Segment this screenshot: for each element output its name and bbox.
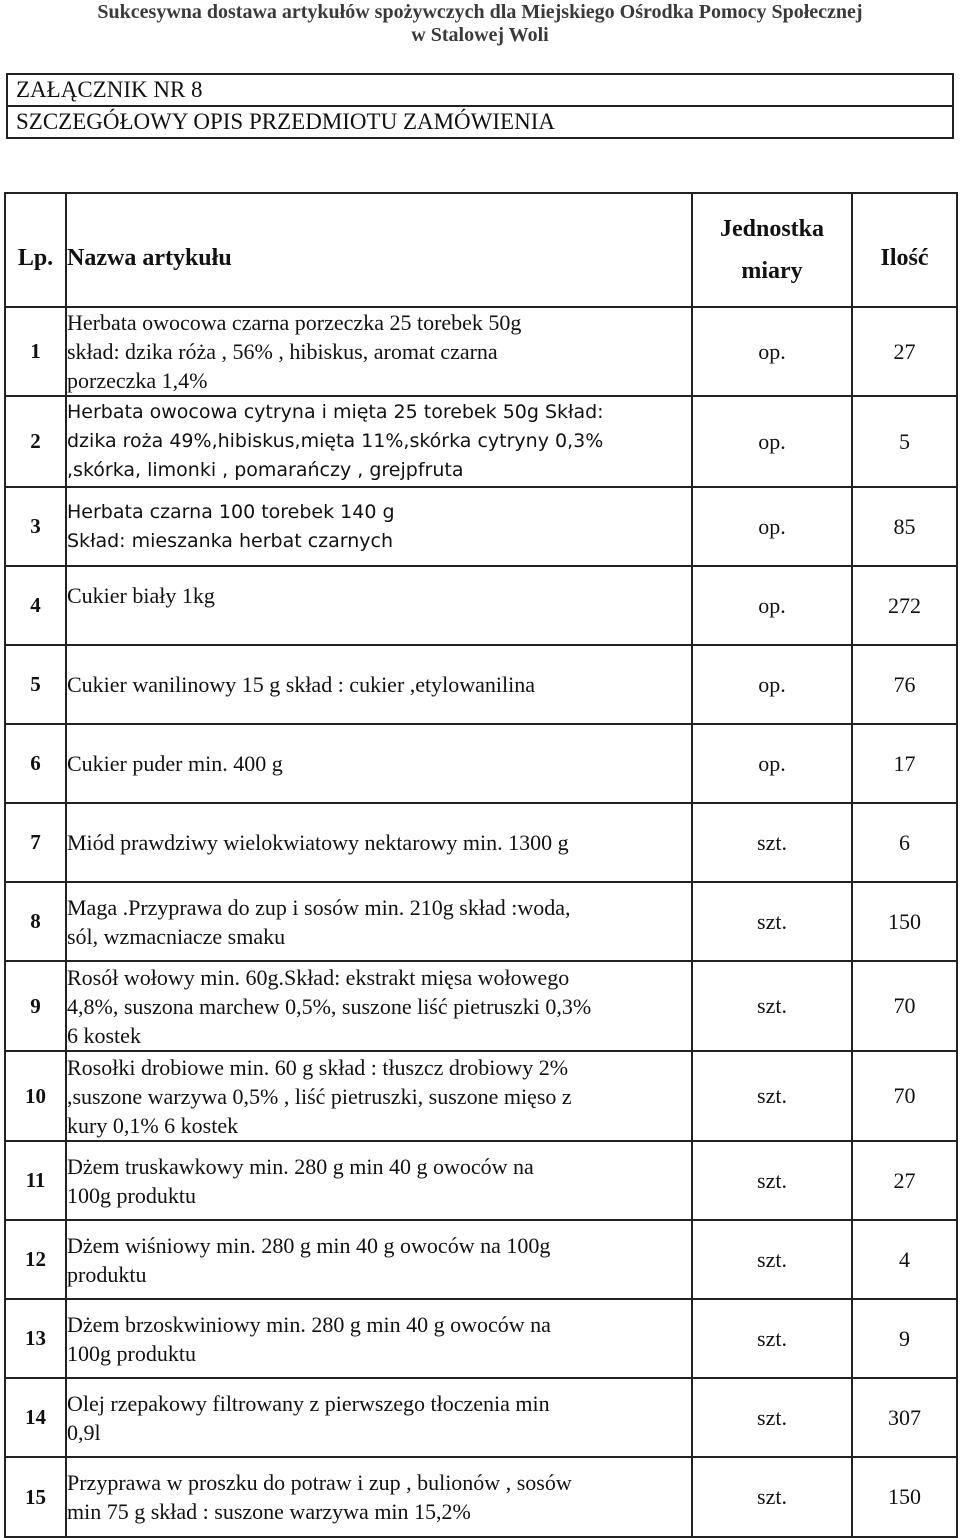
row-description (66, 307, 692, 396)
row-qty: 307 (852, 1378, 957, 1457)
desc-line: Herbata owocowa czarna porzeczka 25 torebek 50g (67, 310, 522, 335)
row-lp: 6 (5, 724, 66, 803)
row-description (66, 566, 692, 645)
desc-line: Herbata czarna 100 torebek 140 g (67, 500, 395, 523)
desc-line: Maga .Przyprawa do zup i sosów min. 210g skład :woda, (67, 894, 571, 920)
desc-line: Cukier puder min. 400 g (67, 751, 283, 776)
desc-line: 100g produktu (67, 1182, 196, 1208)
desc-line: Rosół wołowy min. 60g.Skład: ekstrakt mięsa wołowego (67, 964, 570, 990)
desc-line: kury 0,1% 6 kostek (67, 1112, 239, 1138)
row-description (66, 1299, 692, 1378)
row-qty: 70 (852, 1051, 957, 1141)
row-lp: 10 (5, 1051, 66, 1141)
col-header-unit-line2: miary (741, 258, 803, 284)
row-lp: 8 (5, 882, 66, 961)
row-lp: 15 (5, 1457, 66, 1537)
row-description (66, 396, 692, 487)
desc-line: Dżem truskawkowy min. 280 g min 40 g owoców na (67, 1153, 534, 1179)
table-row (5, 307, 957, 396)
row-description (66, 724, 692, 803)
row-unit: szt. (692, 1220, 852, 1299)
table-row (5, 1141, 957, 1220)
desc-line: sól, wzmacniacze smaku (67, 923, 286, 949)
row-lp: 1 (5, 307, 66, 396)
table-row (5, 396, 957, 487)
row-unit: szt. (692, 1141, 852, 1220)
row-unit: op. (692, 396, 852, 487)
row-description (66, 487, 692, 566)
desc-line: porzeczka 1,4% (67, 368, 208, 393)
row-lp: 9 (5, 961, 66, 1051)
row-unit: szt. (692, 1051, 852, 1141)
row-qty: 85 (852, 487, 957, 566)
row-qty: 150 (852, 882, 957, 961)
row-unit: szt. (692, 803, 852, 882)
row-unit: op. (692, 645, 852, 724)
row-description (66, 1141, 692, 1220)
row-unit: op. (692, 487, 852, 566)
row-unit: op. (692, 307, 852, 396)
row-unit: szt. (692, 1299, 852, 1378)
row-lp: 11 (5, 1141, 66, 1220)
table-row (5, 566, 957, 645)
row-qty: 27 (852, 1141, 957, 1220)
table-row (5, 961, 957, 1051)
table-header-row (5, 193, 957, 307)
header-line-1: Sukcesywna dostawa artykułów spożywczych dla Miejskiego Ośrodka Pomocy Społecznej (97, 1, 863, 23)
desc-line: Przyprawa w proszku do potraw i zup , bulionów , sosów (67, 1470, 572, 1495)
row-unit: op. (692, 724, 852, 803)
table-row (5, 803, 957, 882)
row-unit: szt. (692, 961, 852, 1051)
row-unit: op. (692, 566, 852, 645)
row-unit: szt. (692, 882, 852, 961)
table-row (5, 1457, 957, 1537)
row-description (66, 803, 692, 882)
items-table (4, 192, 958, 1538)
row-description (66, 1220, 692, 1299)
row-qty: 76 (852, 645, 957, 724)
desc-line: produktu (67, 1261, 147, 1287)
table-row (5, 882, 957, 961)
row-description (66, 1378, 692, 1457)
table-row (5, 487, 957, 566)
row-qty: 150 (852, 1457, 957, 1537)
row-lp: 12 (5, 1220, 66, 1299)
desc-line: skład: dzika róża , 56% , hibiskus, aromat czarna (67, 339, 498, 364)
table-row (5, 1051, 957, 1141)
table-row (5, 645, 957, 724)
header-line-2: w Stalowej Woli (411, 24, 549, 46)
row-qty: 27 (852, 307, 957, 396)
desc-line: Rosołki drobiowe min. 60 g skład : tłuszcz drobiowy 2% (67, 1054, 569, 1080)
desc-line: 4,8%, suszona marchew 0,5%, suszone liść pietruszki 0,3% (67, 993, 592, 1019)
desc-line: ,suszone warzywa 0,5% , liść pietruszki, suszone mięso z (67, 1083, 572, 1109)
desc-line: Cukier wanilinowy 15 g skład : cukier ,etylowanilina (67, 672, 536, 697)
row-lp: 13 (5, 1299, 66, 1378)
row-qty: 70 (852, 961, 957, 1051)
desc-line: Miód prawdziwy wielokwiatowy nektarowy min. 1300 g (67, 830, 569, 855)
desc-line: 6 kostek (67, 1022, 141, 1048)
row-description (66, 645, 692, 724)
row-description (66, 1051, 692, 1141)
desc-line: Herbata owocowa cytryna i mięta 25 torebek 50g Skład: (67, 401, 604, 423)
row-lp: 5 (5, 645, 66, 724)
desc-line: Dżem wiśniowy min. 280 g min 40 g owoców na 100g (67, 1232, 551, 1258)
row-description (66, 882, 692, 961)
col-header-lp: Lp. (5, 193, 66, 307)
table-row (5, 1220, 957, 1299)
desc-line: dzika roża 49%,hibiskus,mięta 11%,skórka cytryny 0,3% (67, 430, 604, 452)
desc-line: Skład: mieszanka herbat czarnych (67, 529, 394, 552)
row-lp: 14 (5, 1378, 66, 1457)
desc-line: Dżem brzoskwiniowy min. 280 g min 40 g owoców na (67, 1311, 551, 1337)
row-unit: szt. (692, 1457, 852, 1537)
row-qty: 6 (852, 803, 957, 882)
row-qty: 4 (852, 1220, 957, 1299)
row-description (66, 961, 692, 1051)
row-description (66, 1457, 692, 1537)
row-lp: 3 (5, 487, 66, 566)
row-qty: 272 (852, 566, 957, 645)
col-header-qty: Ilość (852, 193, 957, 307)
desc-line: ,skórka, limonki , pomarańczy , grejpfruta (67, 459, 464, 481)
table-row (5, 724, 957, 803)
desc-line: min 75 g skład : suszone warzywa min 15,2% (67, 1499, 471, 1524)
table-row (5, 1299, 957, 1378)
row-lp: 4 (5, 566, 66, 645)
desc-line: 100g produktu (67, 1340, 196, 1366)
col-header-unit-line1: Jednostka (719, 216, 825, 242)
row-qty: 17 (852, 724, 957, 803)
desc-line: 0,9l (67, 1419, 101, 1445)
row-lp: 2 (5, 396, 66, 487)
col-header-name: Nazwa artykułu (66, 193, 692, 307)
row-qty: 9 (852, 1299, 957, 1378)
row-qty: 5 (852, 396, 957, 487)
desc-line: Olej rzepakowy filtrowany z pierwszego tłoczenia min (67, 1390, 550, 1416)
desc-line: Cukier biały 1kg (67, 583, 215, 608)
attachment-title: ZAŁĄCZNIK NR 8 (6, 73, 954, 107)
row-lp: 7 (5, 803, 66, 882)
col-header-unit (692, 193, 852, 307)
row-unit: szt. (692, 1378, 852, 1457)
attachment-subtitle: SZCZEGÓŁOWY OPIS PRZEDMIOTU ZAMÓWIENIA (6, 105, 954, 139)
table-row (5, 1378, 957, 1457)
